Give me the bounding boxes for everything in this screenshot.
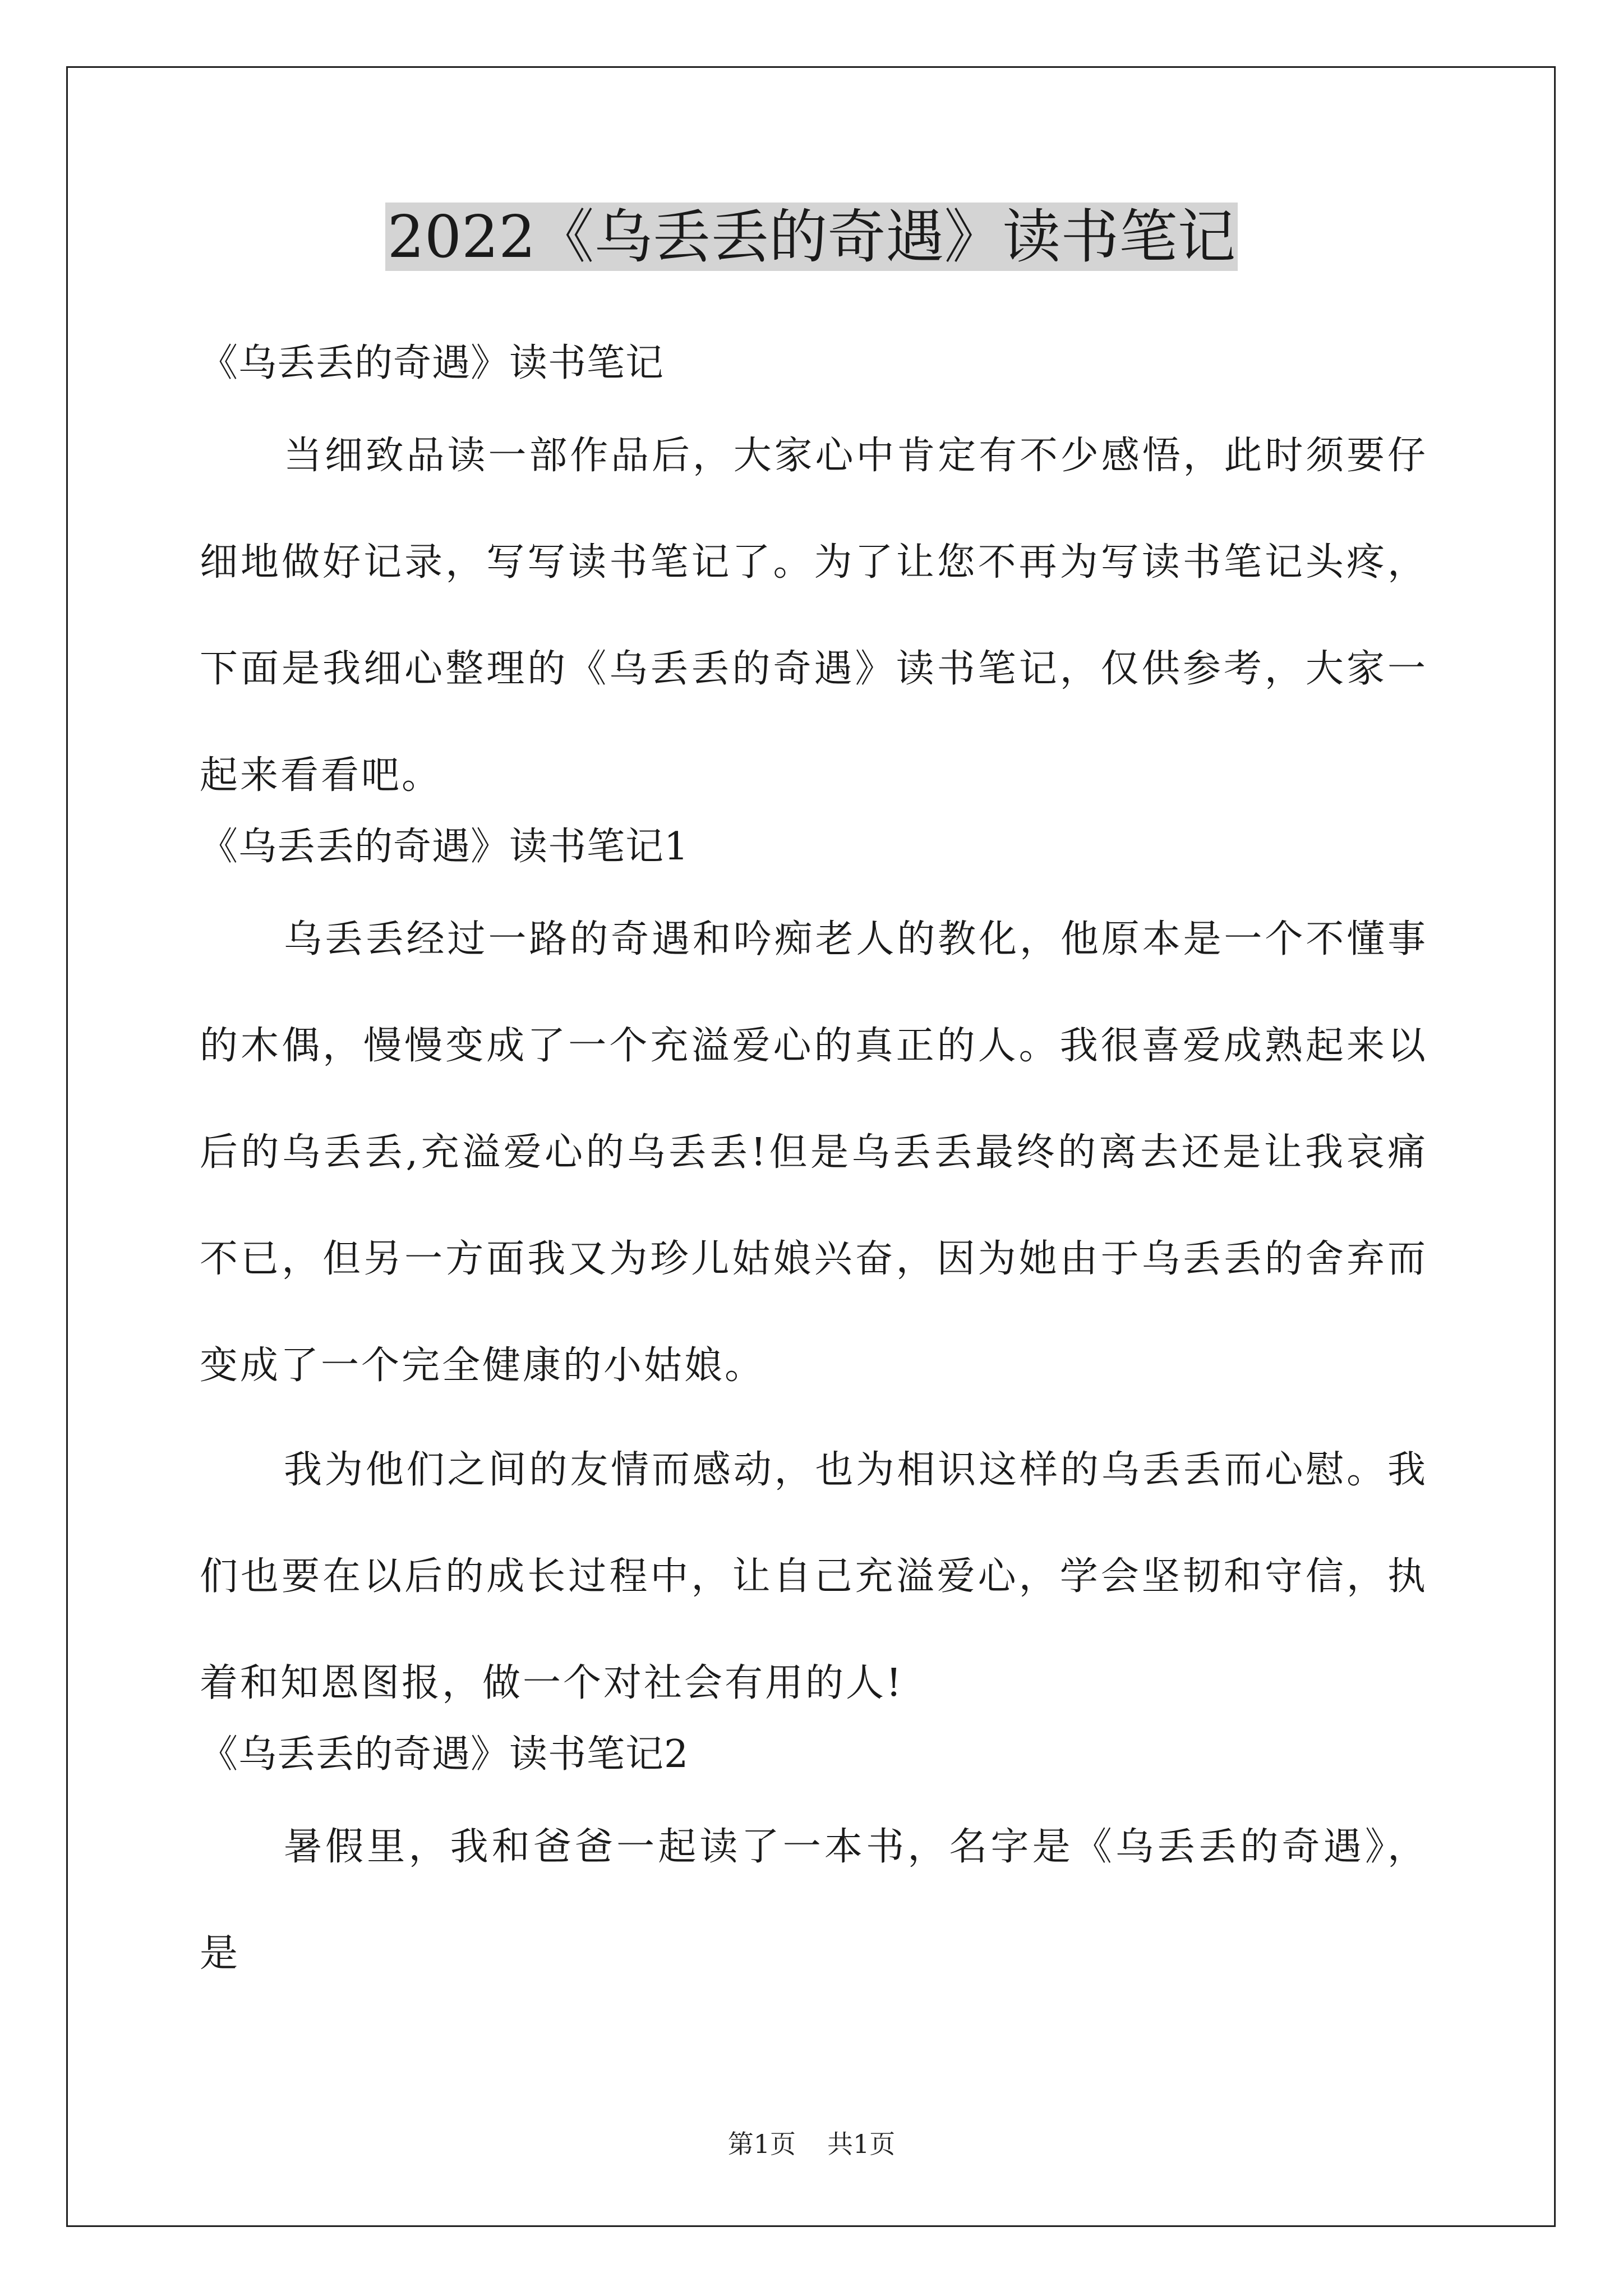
document-body xyxy=(200,337,1428,2007)
page-footer xyxy=(0,2127,1623,2161)
paragraph: 乌丢丢经过一路的奇遇和吟痴老人的教化，他原本是一个不懂事的木偶，慢慢变成了一个充溢爱心的真正的人。我很喜爱成熟起来以后的乌丢丢,充溢爱心的乌丢丢!但是乌丢丢最终的离去还是让我哀痛不已，但另一方面我又为珍儿姑娘兴奋，因为她由于乌丢丢的舍弃而变成了一个完全健康的小姑娘。 xyxy=(200,917,1428,1388)
document-title-text: 2022《乌丢丢的奇遇》读书笔记 xyxy=(385,203,1238,271)
document-title xyxy=(0,197,1623,276)
section-heading: 《乌丢丢的奇遇》读书笔记2 xyxy=(200,1732,689,1777)
page-total: 共1页 xyxy=(827,2129,896,2159)
section-heading: 《乌丢丢的奇遇》读书笔记1 xyxy=(200,825,689,869)
paragraph: 当细致品读一部作品后，大家心中肯定有不少感悟，此时须要仔细地做好记录，写写读书笔记了。为了让您不再为写读书笔记头疼，下面是我细心整理的《乌丢丢的奇遇》读书笔记，仅供参考，大家一起来看看吧。 xyxy=(200,434,1428,798)
section-heading: 《乌丢丢的奇遇》读书笔记 xyxy=(200,341,665,385)
paragraph: 暑假里，我和爸爸一起读了一本书，名字是《乌丢丢的奇遇》，是 xyxy=(200,1825,1428,1976)
page-number: 第1页 xyxy=(727,2129,796,2159)
paragraph: 我为他们之间的友情而感动，也为相识这样的乌丢丢而心慰。我们也要在以后的成长过程中，让自己充溢爱心，学会坚韧和守信，执着和知恩图报，做一个对社会有用的人! xyxy=(200,1448,1428,1705)
